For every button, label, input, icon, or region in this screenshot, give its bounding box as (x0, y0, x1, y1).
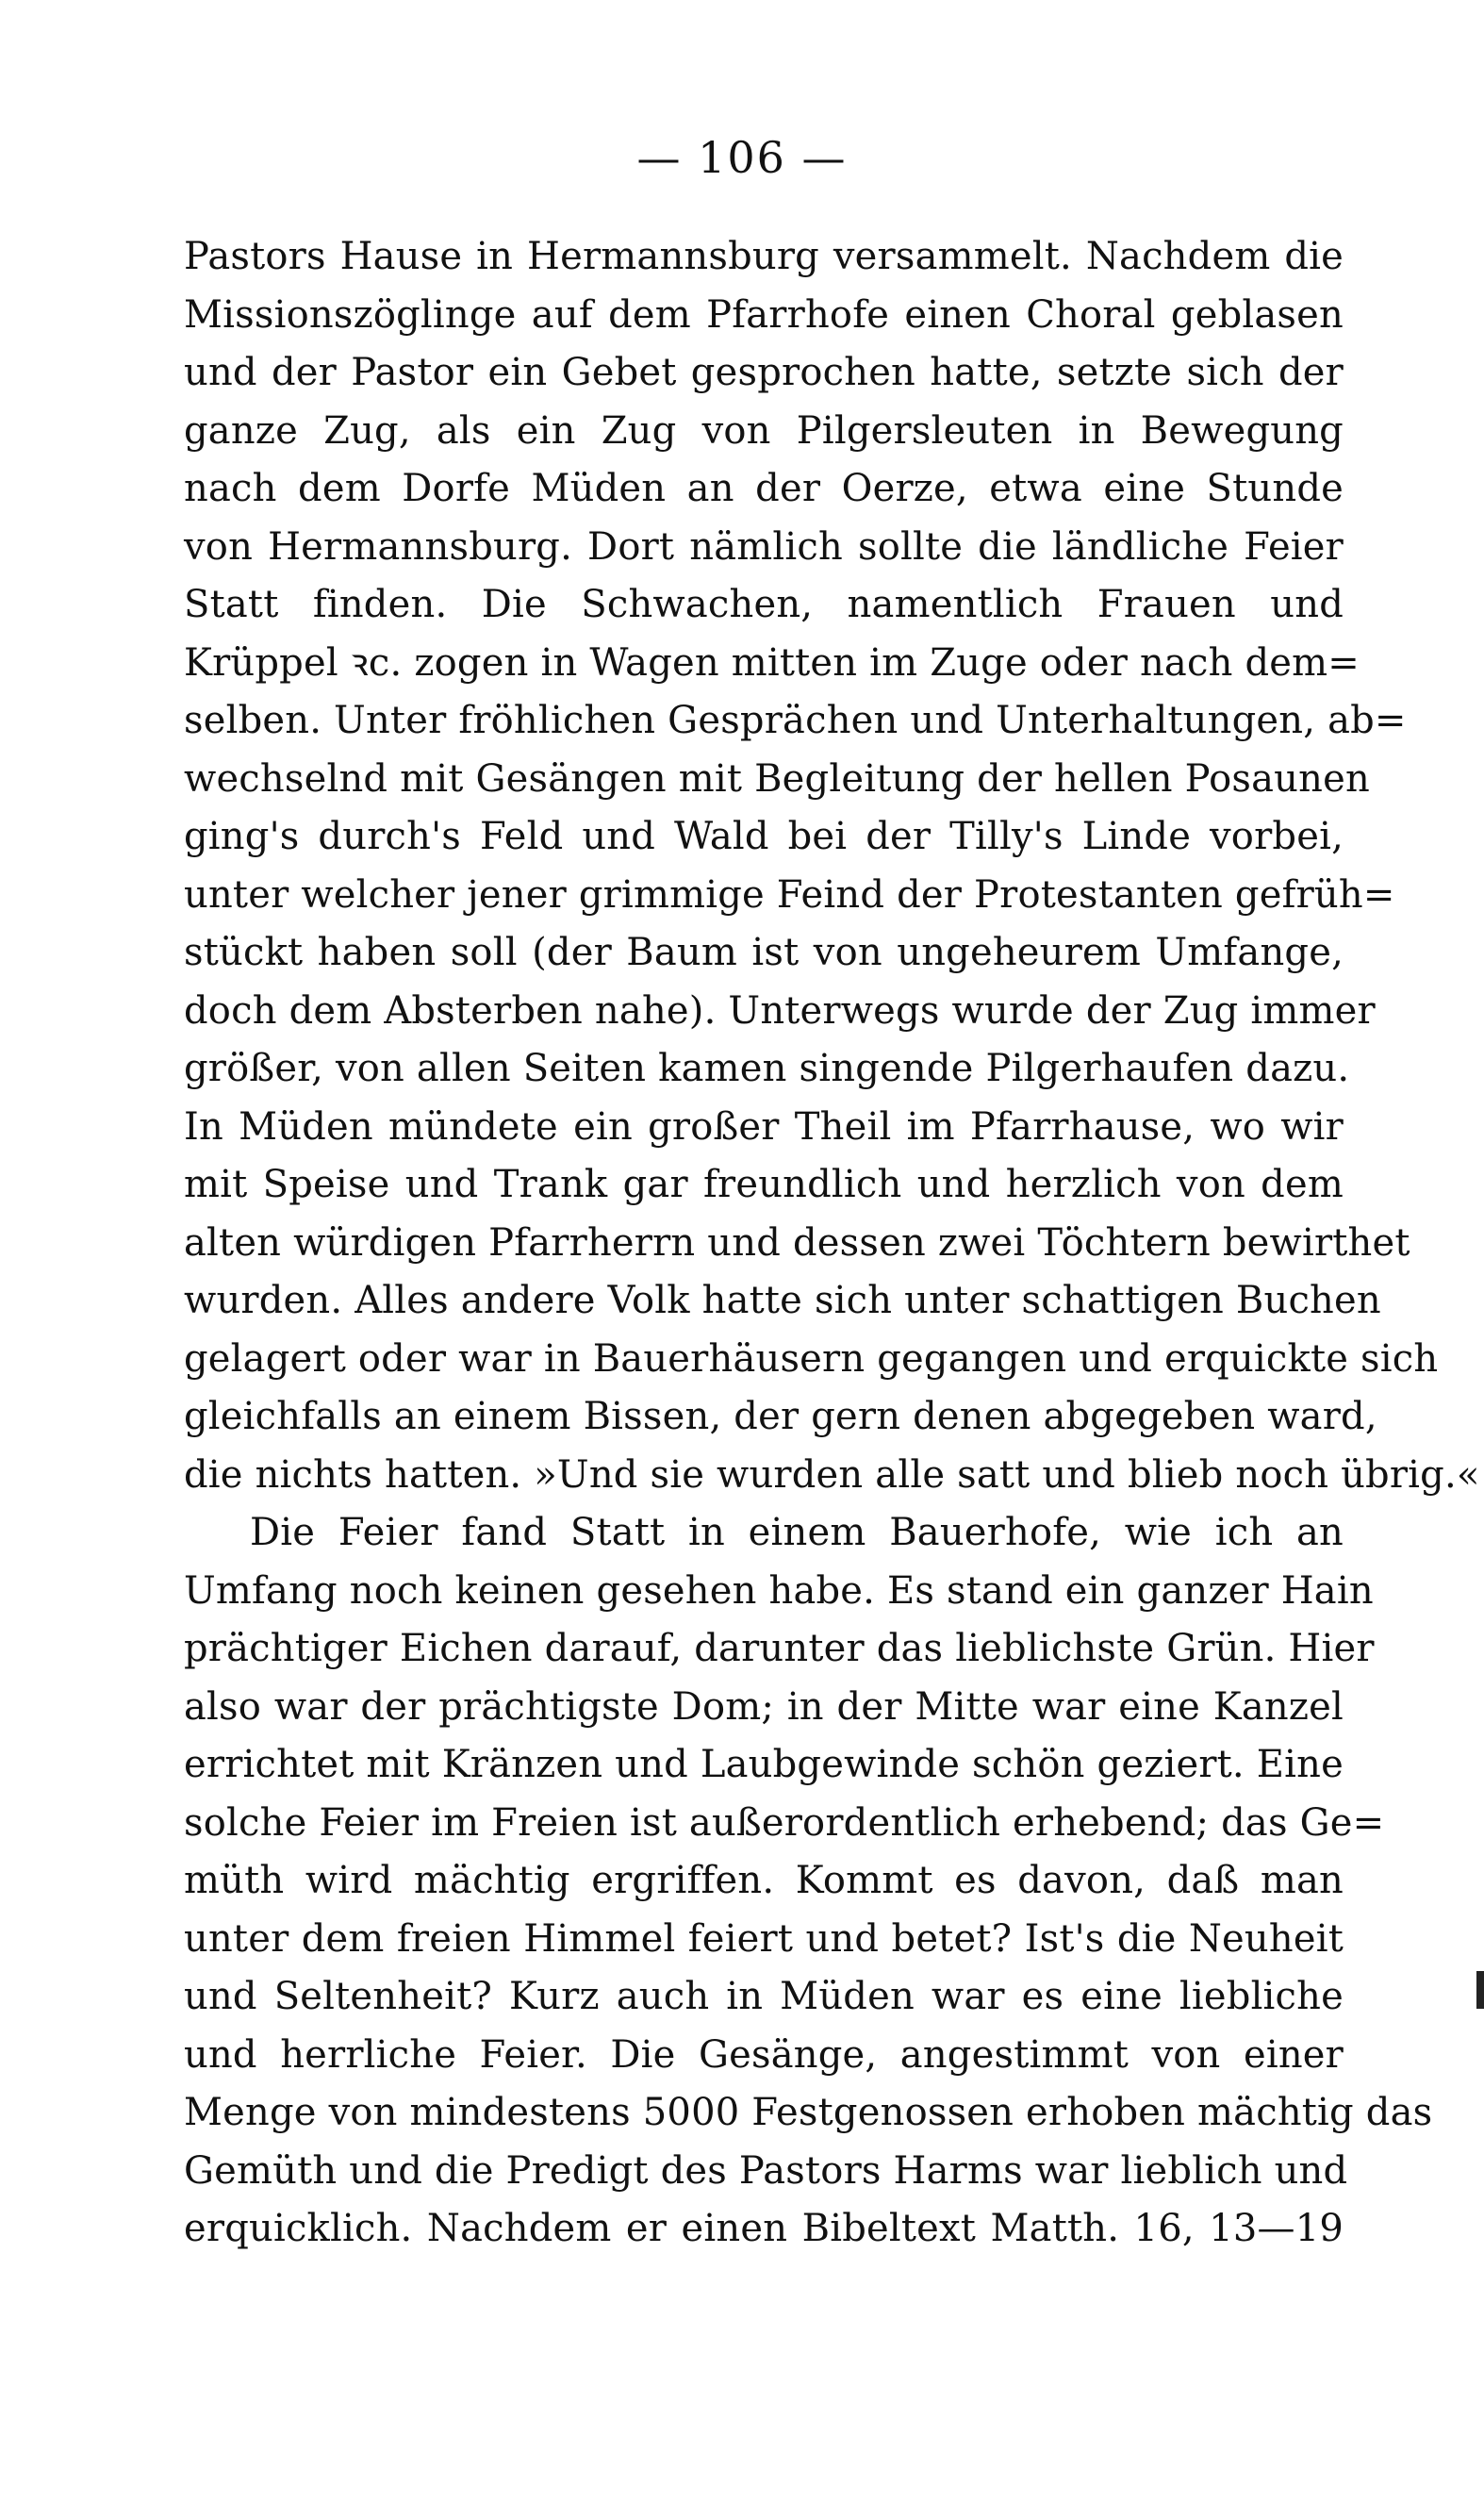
text-line: von Hermannsburg. Dort nämlich sollte die ländliche Feier (184, 524, 1344, 569)
text-line: In Müden mündete ein großer Theil im Pfarrhause, wo wir (184, 1104, 1344, 1149)
body-text (184, 228, 1480, 2259)
text-line: und Seltenheit? Kurz auch in Müden war es eine liebliche (184, 1975, 1344, 2018)
text-line: solche Feier im Freien ist außerordentlich erhebend; das Ge= (184, 1800, 1385, 1845)
text-line: Umfang noch keinen gesehen habe. Es stand ein ganzer Hain (184, 1568, 1374, 1613)
text-line: alten würdigen Pfarrherrn und dessen zwei Töchtern bewirthet (184, 1220, 1410, 1265)
text-line: Menge von mindestens 5000 Festgenossen erhoben mächtig das (184, 2091, 1433, 2134)
text-line: ging's durch's Feld und Wald bei der Tilly's Linde vorbei, (184, 815, 1344, 858)
text-line: nach dem Dorfe Müden an der Oerze, etwa eine Stunde (184, 467, 1344, 510)
text-line: also war der prächtigste Dom; in der Mitte war eine Kanzel (184, 1684, 1344, 1729)
text-line: mit Speise und Trank gar freundlich und herzlich von dem (184, 1163, 1344, 1206)
text-line: prächtiger Eichen darauf, darunter das lieblichste Grün. Hier (184, 1627, 1375, 1670)
text-line: unter dem freien Himmel feiert und betet? Ist's die Neuheit (184, 1916, 1344, 1961)
text-line: wurden. Alles andere Volk hatte sich unter schattigen Buchen (184, 1279, 1381, 1322)
text-line: errichtet mit Kränzen und Laubgewinde schön geziert. Eine (184, 1743, 1344, 1786)
page-number: — 106 — (636, 132, 848, 183)
text-line: ganze Zug, als ein Zug von Pilgersleuten in Bewegung (184, 408, 1344, 453)
text-line: Gemüth und die Predigt des Pastors Harms war lieblich und (184, 2148, 1348, 2193)
text-line: selben. Unter fröhlichen Gesprächen und Unterhaltungen, ab= (184, 699, 1407, 742)
scan-edge-mark (1476, 1971, 1484, 2009)
paragraph-start-line: Die Feier fand Statt in einem Bauerhofe, wie ich an (250, 1511, 1344, 1554)
text-line: größer, von allen Seiten kamen singende Pilgerhaufen dazu. (184, 1047, 1350, 1090)
text-line: doch dem Absterben nahe). Unterwegs wurde der Zug immer (184, 988, 1376, 1033)
text-line: wechselnd mit Gesängen mit Begleitung der hellen Posaunen (184, 756, 1370, 801)
text-line: erquicklich. Nachdem er einen Bibeltext Matth. 16, 13—19 (184, 2207, 1344, 2250)
text-line: Krüppel ꝛc. zogen in Wagen mitten im Zuge oder nach dem= (184, 640, 1360, 685)
text-line: Pastors Hause in Hermannsburg versammelt. Nachdem die (184, 235, 1344, 278)
text-line: müth wird mächtig ergriffen. Kommt es davon, daß man (184, 1859, 1344, 1902)
text-line: stückt haben soll (der Baum ist von ungeheurem Umfange, (184, 931, 1344, 974)
text-line: Statt finden. Die Schwachen, namentlich Frauen und (184, 583, 1344, 626)
text-line: gelagert oder war in Bauerhäusern gegangen und erquickte sich (184, 1336, 1439, 1381)
text-line: und herrliche Feier. Die Gesänge, angestimmt von einer (184, 2032, 1344, 2077)
text-line: und der Pastor ein Gebet gesprochen hatte, setzte sich der (184, 351, 1344, 394)
paragraph-end-line: die nichts hatten. »Und sie wurden alle satt und blieb noch übrig.« (184, 1452, 1480, 1497)
text-line: Missionszöglinge auf dem Pfarrhofe einen Choral geblasen (184, 292, 1344, 337)
text-line: unter welcher jener grimmige Feind der Protestanten gefrüh= (184, 872, 1395, 917)
text-line: gleichfalls an einem Bissen, der gern denen abgegeben ward, (184, 1395, 1377, 1438)
